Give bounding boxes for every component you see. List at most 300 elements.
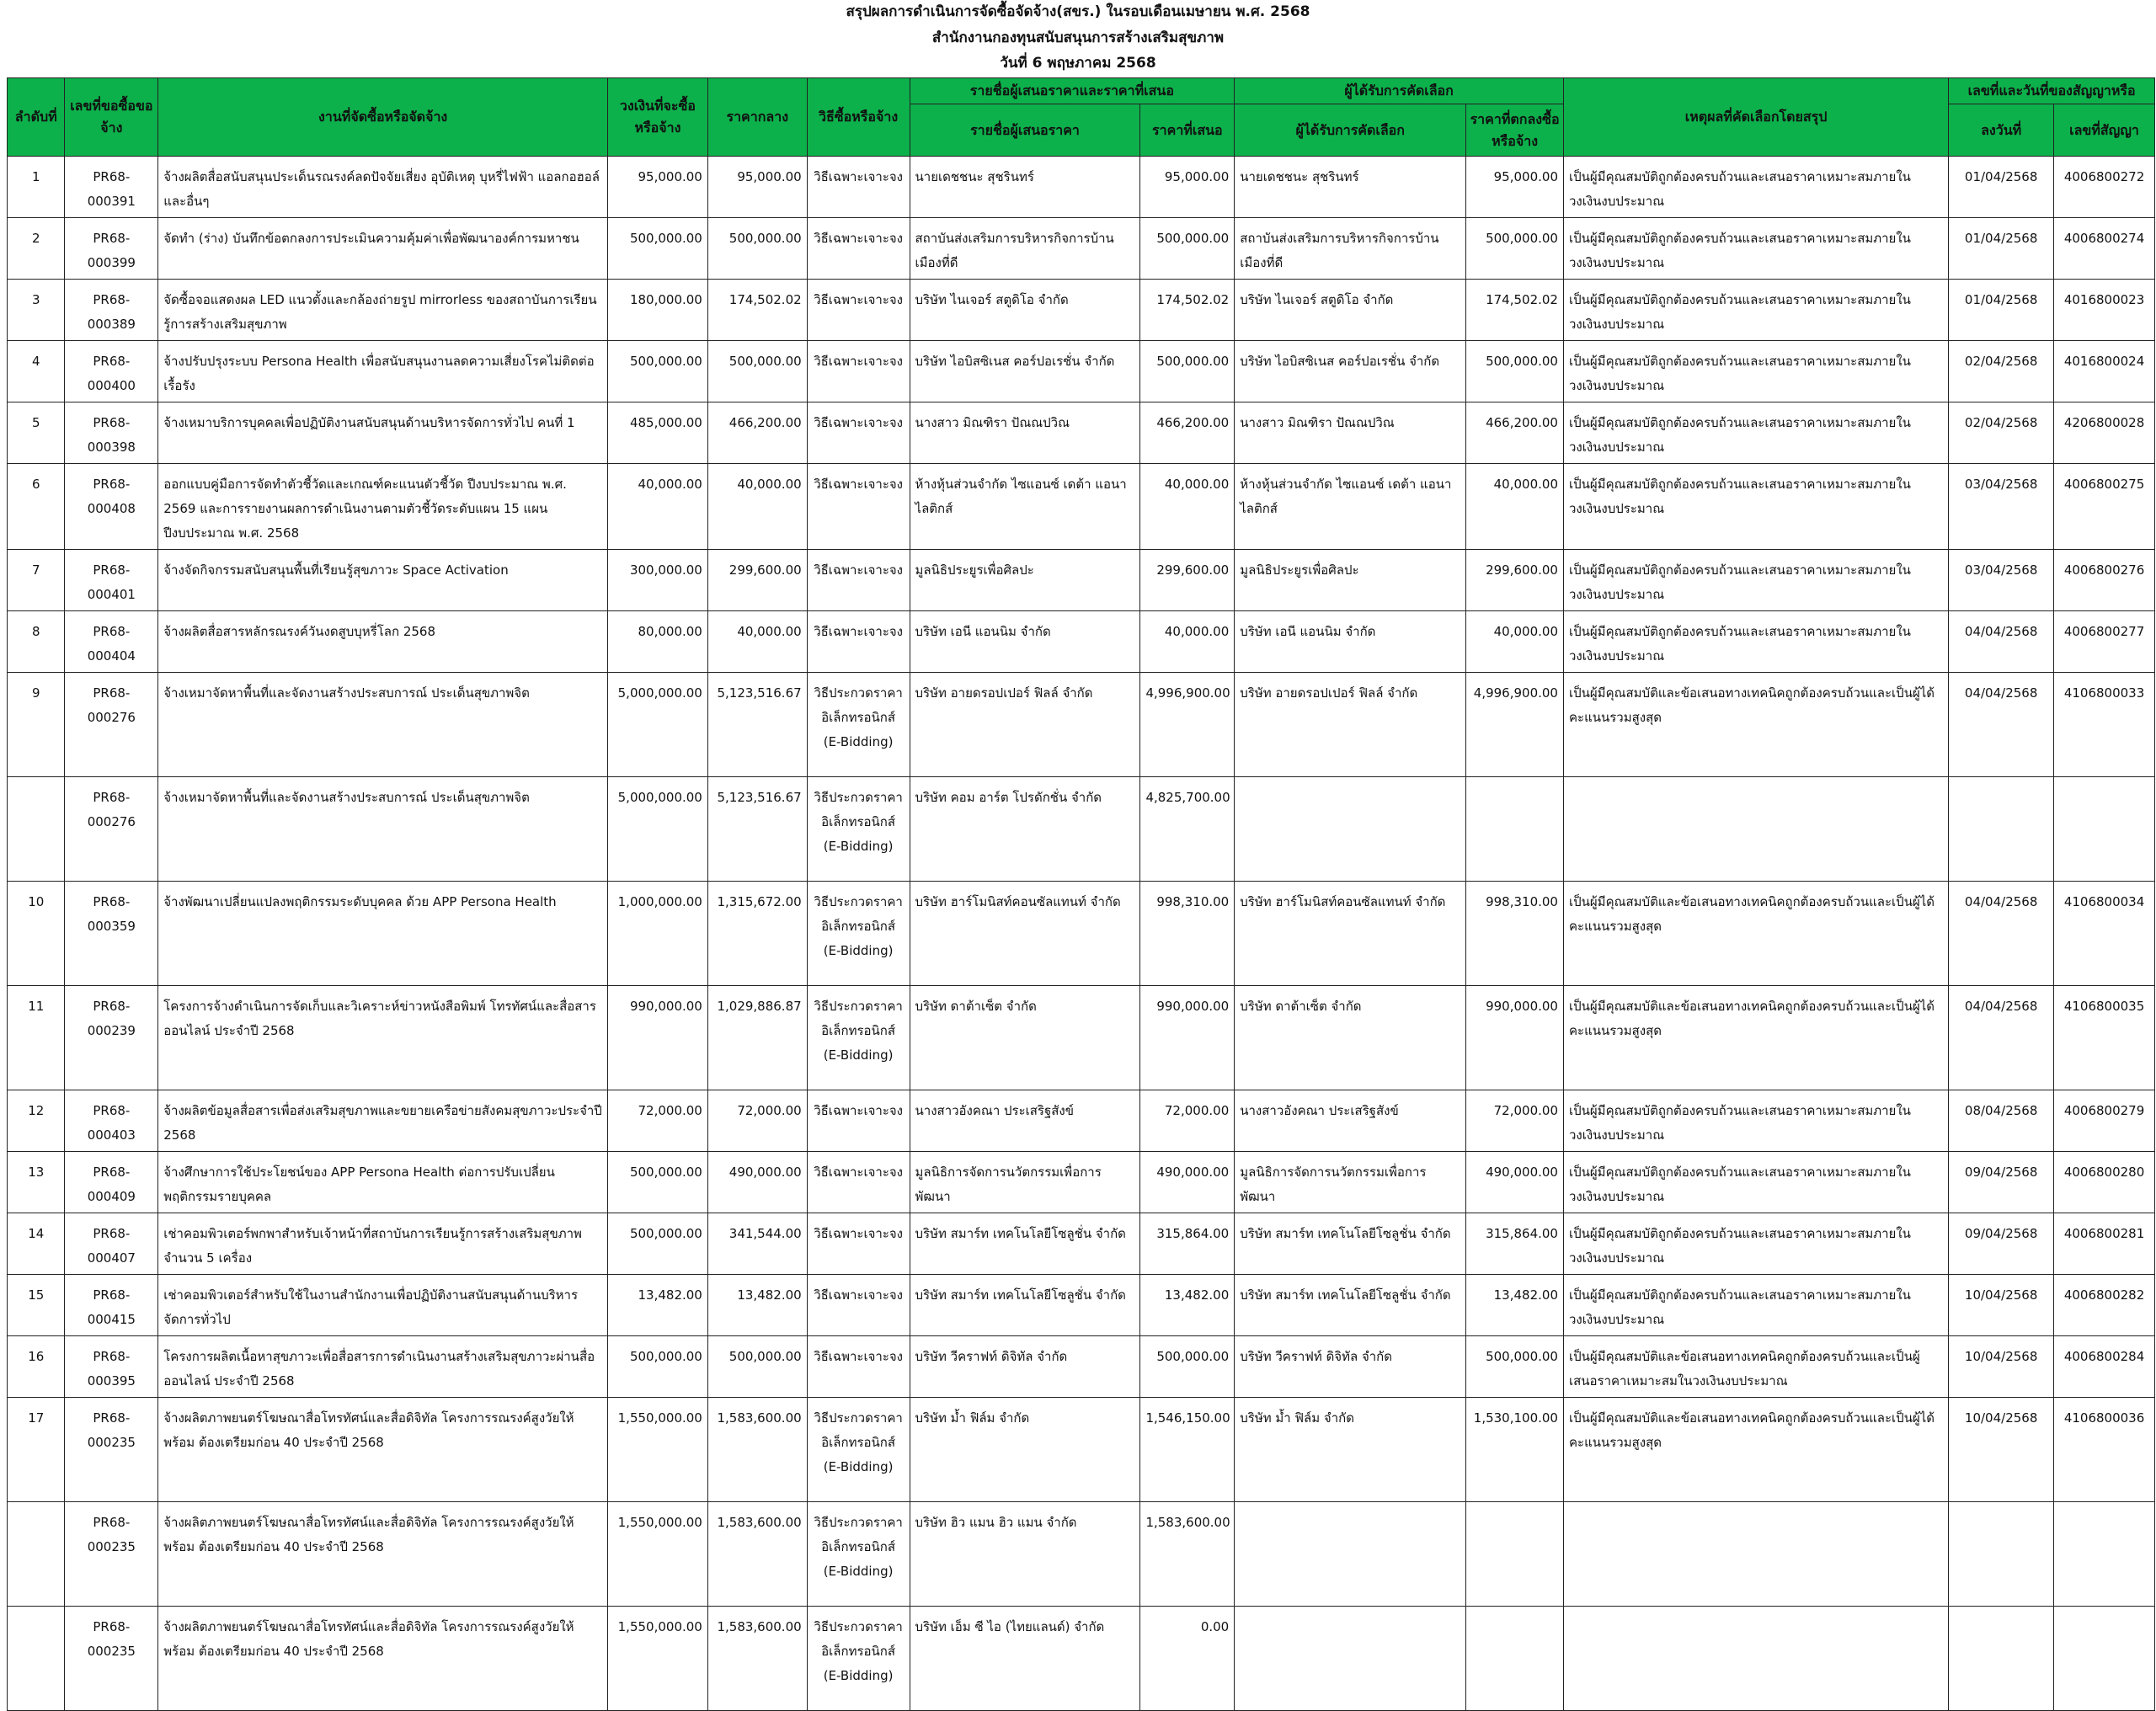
cell-reason-text: เป็นผู้มีคุณสมบัติถูกต้องครบถ้วนและเสนอราคาเหมาะสมภายในวงเงินงบประมาณ <box>1568 1226 1911 1266</box>
cell-cdate <box>1949 464 2054 550</box>
cell-cno-text: 4106800033 <box>2063 685 2145 701</box>
cell-cdate-text: 10/04/2568 <box>1964 1349 2038 1364</box>
cell-bid <box>1140 1090 1235 1152</box>
cell-agreed <box>1466 1336 1564 1398</box>
cell-reason <box>1563 882 1948 986</box>
cell-selected <box>1235 402 1466 464</box>
cell-selected <box>1235 218 1466 280</box>
cell-agreed <box>1466 1090 1564 1152</box>
cell-budget <box>608 1090 708 1152</box>
cell-method <box>807 1275 910 1336</box>
cell-reason-text: เป็นผู้มีคุณสมบัติและข้อเสนอทางเทคนิคถูกต้องครบถ้วนและเป็นผู้ได้คะแนนรวมสูงสุด <box>1568 685 1935 725</box>
cell-pr-text: PR68-000409 <box>87 1165 136 1204</box>
cell-selected <box>1235 1275 1466 1336</box>
cell-agreed <box>1466 280 1564 341</box>
cell-work-text: โครงการจ้างดำเนินการจัดเก็บและวิเคราะห์ข่าวหนังสือพิมพ์ โทรทัศน์และสื่อสารออนไลน์ ประจำปี 2568 <box>163 999 596 1038</box>
cell-no-text <box>8 777 64 789</box>
cell-cno <box>2054 673 2155 777</box>
cell-bidder <box>910 1213 1140 1275</box>
cell-cno <box>2054 1502 2155 1607</box>
cell-budget-text: 500,000.00 <box>629 1349 702 1364</box>
cell-median-text: 95,000.00 <box>737 169 802 184</box>
cell-bid-text: 500,000.00 <box>1156 231 1230 246</box>
cell-work <box>158 1152 608 1213</box>
cell-no <box>8 464 65 550</box>
cell-reason-text: เป็นผู้มีคุณสมบัติและข้อเสนอทางเทคนิคถูกต้องครบถ้วนและเป็นผู้ได้คะแนนรวมสูงสุด <box>1568 1410 1935 1450</box>
cell-bid-text: 174,502.02 <box>1156 292 1230 307</box>
cell-work <box>158 1502 608 1607</box>
cell-pr-text: PR68-000404 <box>87 624 136 664</box>
cell-method-text: วิธีประกวดราคาอิเล็กทรอนิกส์ (E-Bidding) <box>814 790 903 854</box>
cell-budget-text: 1,550,000.00 <box>617 1410 702 1426</box>
cell-median-text: 466,200.00 <box>728 415 802 430</box>
cell-method <box>807 611 910 673</box>
cell-agreed-text: 500,000.00 <box>1486 231 1558 246</box>
cell-no-text: 8 <box>31 624 40 639</box>
cell-method-text: วิธีประกวดราคาอิเล็กทรอนิกส์ (E-Bidding) <box>814 1515 903 1579</box>
cell-selected-text <box>1235 777 1465 789</box>
table-row <box>8 1090 2155 1152</box>
cell-bid <box>1140 1213 1235 1275</box>
cell-cno <box>2054 611 2155 673</box>
cell-budget <box>608 1398 708 1502</box>
cell-bidder <box>910 280 1140 341</box>
cell-cdate <box>1949 280 2054 341</box>
cell-bid-text: 990,000.00 <box>1156 999 1230 1014</box>
cell-selected-text: บริษัท เอนี แอนนิม จำกัด <box>1240 624 1376 639</box>
cell-pr-text: PR68-000399 <box>87 231 136 270</box>
cell-selected-text: บริษัท สมาร์ท เทคโนโลยีโซลูชั่น จำกัด <box>1240 1226 1451 1241</box>
header-budget: วงเงินที่จะซื้อหรือจ้าง <box>608 78 708 157</box>
cell-bid-text: 1,583,600.00 <box>1145 1515 1230 1530</box>
cell-cno <box>2054 157 2155 218</box>
cell-reason <box>1563 157 1948 218</box>
cell-work <box>158 611 608 673</box>
cell-reason-text: เป็นผู้มีคุณสมบัติถูกต้องครบถ้วนและเสนอราคาเหมาะสมภายในวงเงินงบประมาณ <box>1568 1103 1911 1143</box>
cell-median <box>707 673 807 777</box>
cell-method <box>807 280 910 341</box>
cell-median-text: 490,000.00 <box>728 1165 802 1180</box>
cell-cdate <box>1949 673 2054 777</box>
header-contract-date: ลงวันที่ <box>1949 104 2054 157</box>
cell-pr-text: PR68-000398 <box>87 415 136 455</box>
cell-bidder <box>910 611 1140 673</box>
header-work: งานที่จัดซื้อหรือจัดจ้าง <box>158 78 608 157</box>
cell-pr <box>65 1607 158 1711</box>
cell-cdate-text <box>1949 1607 2053 1618</box>
cell-cno-text: 4006800276 <box>2063 562 2145 578</box>
cell-median-text: 13,482.00 <box>737 1287 802 1303</box>
cell-agreed-text: 40,000.00 <box>1493 477 1558 492</box>
cell-pr <box>65 1398 158 1502</box>
cell-method <box>807 986 910 1090</box>
cell-cno <box>2054 464 2155 550</box>
cell-bid <box>1140 882 1235 986</box>
cell-budget-text: 1,550,000.00 <box>617 1619 702 1634</box>
cell-cdate <box>1949 1398 2054 1502</box>
cell-work <box>158 1090 608 1152</box>
header-selected-name: ผู้ได้รับการคัดเลือก <box>1235 104 1466 157</box>
cell-method-text: วิธีเฉพาะเจาะจง <box>814 415 903 430</box>
cell-work <box>158 1336 608 1398</box>
cell-no-text: 14 <box>28 1226 45 1241</box>
cell-selected <box>1235 882 1466 986</box>
cell-method <box>807 1213 910 1275</box>
cell-budget-text: 485,000.00 <box>629 415 702 430</box>
table-row <box>8 777 2155 882</box>
cell-work <box>158 1275 608 1336</box>
cell-pr <box>65 882 158 986</box>
cell-cno-text: 4006800277 <box>2063 624 2145 639</box>
cell-method-text: วิธีเฉพาะเจาะจง <box>814 1349 903 1364</box>
cell-reason-text: เป็นผู้มีคุณสมบัติถูกต้องครบถ้วนและเสนอราคาเหมาะสมภายในวงเงินงบประมาณ <box>1568 624 1911 664</box>
cell-median-text: 1,583,600.00 <box>717 1515 802 1530</box>
cell-agreed <box>1466 1607 1564 1711</box>
cell-selected-text: มูลนิธิการจัดการนวัตกรรมเพื่อการพัฒนา <box>1240 1165 1427 1204</box>
cell-work-text: จ้างผลิตสื่อสารหลักรณรงค์วันงดสูบบุหรี่โลก 2568 <box>163 624 436 639</box>
cell-reason <box>1563 673 1948 777</box>
cell-budget-text: 40,000.00 <box>638 477 702 492</box>
cell-selected-text: สถาบันส่งเสริมการบริหารกิจการบ้านเมืองที่ดี <box>1240 231 1439 270</box>
cell-bid <box>1140 1398 1235 1502</box>
cell-agreed <box>1466 1152 1564 1213</box>
cell-pr <box>65 986 158 1090</box>
cell-bidder <box>910 218 1140 280</box>
cell-method-text: วิธีเฉพาะเจาะจง <box>814 562 903 578</box>
cell-work-text: จ้างผลิตข้อมูลสื่อสารเพื่อส่งเสริมสุขภาพและขยายเครือข่ายสังคมสุขภาวะประจำปี 2568 <box>163 1103 602 1143</box>
cell-cdate <box>1949 1152 2054 1213</box>
cell-cno <box>2054 218 2155 280</box>
cell-bidder-text: บริษัท ฮิว แมน ฮิว แมน จำกัด <box>915 1515 1077 1530</box>
cell-work <box>158 280 608 341</box>
cell-no-text: 6 <box>31 477 40 492</box>
cell-selected-text: บริษัท ดาต้าเซ็ต จำกัด <box>1240 999 1362 1014</box>
cell-agreed <box>1466 986 1564 1090</box>
cell-agreed-text <box>1466 1607 1563 1618</box>
cell-agreed <box>1466 673 1564 777</box>
cell-budget-text: 5,000,000.00 <box>617 685 702 701</box>
cell-work-text: จ้างพัฒนาเปลี่ยนแปลงพฤติกรรมระดับบุคคล ด้วย APP Persona Health <box>163 894 557 909</box>
cell-bidder <box>910 1502 1140 1607</box>
cell-selected <box>1235 777 1466 882</box>
cell-bidder-text: บริษัท ดาต้าเซ็ต จำกัด <box>915 999 1037 1014</box>
cell-work-text: จ้างผลิตภาพยนตร์โฆษณาสื่อโทรทัศน์และสื่อดิจิทัล โครงการรณรงค์สูงวัยให้พร้อม ต้องเตรียมก่อน 40 ประจำปี 2568 <box>163 1410 574 1450</box>
cell-cdate-text: 08/04/2568 <box>1964 1103 2038 1118</box>
cell-agreed <box>1466 777 1564 882</box>
cell-pr-text: PR68-000235 <box>87 1619 136 1659</box>
cell-median-text: 500,000.00 <box>728 1349 802 1364</box>
cell-median-text: 72,000.00 <box>737 1103 802 1118</box>
cell-no-text <box>8 1607 64 1618</box>
cell-bidder <box>910 986 1140 1090</box>
table-row <box>8 986 2155 1090</box>
cell-median <box>707 611 807 673</box>
cell-method-text: วิธีเฉพาะเจาะจง <box>814 231 903 246</box>
cell-reason <box>1563 1213 1948 1275</box>
cell-selected-text: บริษัท สมาร์ท เทคโนโลยีโซลูชั่น จำกัด <box>1240 1287 1451 1303</box>
cell-selected-text: ห้างหุ้นส่วนจำกัด ไซแอนซ์ เดต้า แอนาไลติกส์ <box>1240 477 1452 516</box>
cell-selected <box>1235 1213 1466 1275</box>
cell-agreed <box>1466 1398 1564 1502</box>
cell-work-text: จ้างผลิตภาพยนตร์โฆษณาสื่อโทรทัศน์และสื่อดิจิทัล โครงการรณรงค์สูงวัยให้พร้อม ต้องเตรียมก่อน 40 ประจำปี 2568 <box>163 1515 574 1554</box>
cell-cno <box>2054 1336 2155 1398</box>
cell-agreed-text: 40,000.00 <box>1493 624 1558 639</box>
cell-bidder-text: บริษัท ไนเจอร์ สตูดิโอ จำกัด <box>915 292 1069 307</box>
cell-median <box>707 157 807 218</box>
cell-cno-text: 4006800281 <box>2063 1226 2145 1241</box>
cell-bid <box>1140 341 1235 402</box>
cell-cdate-text: 04/04/2568 <box>1964 999 2038 1014</box>
cell-pr-text: PR68-000235 <box>87 1515 136 1554</box>
cell-method-text: วิธีประกวดราคาอิเล็กทรอนิกส์ (E-Bidding) <box>814 1619 903 1683</box>
cell-no <box>8 1398 65 1502</box>
cell-method <box>807 1090 910 1152</box>
cell-no <box>8 1607 65 1711</box>
cell-bidder <box>910 777 1140 882</box>
cell-no <box>8 673 65 777</box>
cell-agreed-text: 13,482.00 <box>1493 1287 1558 1303</box>
cell-reason-text: เป็นผู้มีคุณสมบัติถูกต้องครบถ้วนและเสนอราคาเหมาะสมภายในวงเงินงบประมาณ <box>1568 169 1911 209</box>
cell-selected-text: บริษัท ม้ำ ฟิล์ม จำกัด <box>1240 1410 1354 1426</box>
cell-cdate <box>1949 986 2054 1090</box>
cell-no-text: 2 <box>31 231 40 246</box>
cell-reason-text: เป็นผู้มีคุณสมบัติและข้อเสนอทางเทคนิคถูกต้องครบถ้วนและเป็นผู้ได้คะแนนรวมสูงสุด <box>1568 999 1935 1038</box>
cell-budget <box>608 550 708 611</box>
cell-method <box>807 1502 910 1607</box>
cell-bid-text: 72,000.00 <box>1164 1103 1230 1118</box>
cell-selected <box>1235 550 1466 611</box>
cell-cdate-text: 03/04/2568 <box>1964 477 2038 492</box>
cell-agreed-text: 500,000.00 <box>1486 354 1558 369</box>
cell-work-text: โครงการผลิตเนื้อหาสุขภาวะเพื่อสื่อสารการดำเนินงานสร้างเสริมสุขภาวะผ่านสื่อออนไลน์ ประจำปี 2568 <box>163 1349 595 1389</box>
cell-cdate <box>1949 402 2054 464</box>
header-selected-group: ผู้ได้รับการคัดเลือก <box>1235 78 1564 104</box>
cell-reason-text: เป็นผู้มีคุณสมบัติถูกต้องครบถ้วนและเสนอราคาเหมาะสมภายในวงเงินงบประมาณ <box>1568 231 1911 270</box>
cell-cno <box>2054 1607 2155 1711</box>
cell-pr-text: PR68-000239 <box>87 999 136 1038</box>
cell-agreed-text: 299,600.00 <box>1486 562 1558 578</box>
cell-median-text: 1,583,600.00 <box>717 1410 802 1426</box>
cell-budget <box>608 280 708 341</box>
cell-bid-text: 1,546,150.00 <box>1145 1410 1230 1426</box>
cell-reason <box>1563 986 1948 1090</box>
cell-reason-text: เป็นผู้มีคุณสมบัติและข้อเสนอทางเทคนิคถูกต้องครบถ้วนและเป็นผู้เสนอราคาเหมาะสมในวงเงินงบประมาณ <box>1568 1349 1920 1389</box>
header-contract-no: เลขที่สัญญา <box>2054 104 2155 157</box>
cell-cdate <box>1949 550 2054 611</box>
cell-cdate <box>1949 1502 2054 1607</box>
cell-budget-text: 500,000.00 <box>629 1165 702 1180</box>
cell-bidder-text: บริษัท เอ็ม ซี ไอ (ไทยแลนด์) จำกัด <box>915 1619 1105 1634</box>
cell-median-text: 174,502.02 <box>728 292 802 307</box>
cell-median-text: 40,000.00 <box>737 477 802 492</box>
cell-budget-text: 1,550,000.00 <box>617 1515 702 1530</box>
cell-bid <box>1140 1336 1235 1398</box>
cell-median-text: 500,000.00 <box>728 354 802 369</box>
cell-no-text: 11 <box>28 999 45 1014</box>
cell-agreed <box>1466 218 1564 280</box>
cell-no <box>8 280 65 341</box>
table-row <box>8 882 2155 986</box>
cell-work <box>158 673 608 777</box>
cell-agreed-text: 72,000.00 <box>1493 1103 1558 1118</box>
cell-work-text: จ้างศึกษาการใช้ประโยชน์ของ APP Persona Health ต่อการปรับเปลี่ยนพฤติกรรมรายบุคคล <box>163 1165 555 1204</box>
cell-bidder <box>910 464 1140 550</box>
cell-pr-text: PR68-000276 <box>87 790 136 829</box>
cell-budget-text: 500,000.00 <box>629 1226 702 1241</box>
cell-bidder <box>910 1607 1140 1711</box>
cell-budget <box>608 1502 708 1607</box>
cell-median-text: 1,029,886.87 <box>717 999 802 1014</box>
report-date: วันที่ 6 พฤษภาคม 2568 <box>1000 55 1156 72</box>
cell-selected-text: บริษัท ไอบิสซิเนส คอร์ปอเรชั่น จำกัด <box>1240 354 1440 369</box>
cell-cdate <box>1949 1336 2054 1398</box>
cell-bid-text: 40,000.00 <box>1164 477 1230 492</box>
cell-budget <box>608 673 708 777</box>
cell-reason <box>1563 280 1948 341</box>
cell-no <box>8 777 65 882</box>
cell-agreed <box>1466 157 1564 218</box>
cell-pr <box>65 464 158 550</box>
cell-no-text: 13 <box>28 1165 45 1180</box>
cell-pr <box>65 673 158 777</box>
cell-method-text: วิธีประกวดราคาอิเล็กทรอนิกส์ (E-Bidding) <box>814 999 903 1063</box>
cell-bid <box>1140 550 1235 611</box>
cell-work <box>158 550 608 611</box>
cell-reason-text: เป็นผู้มีคุณสมบัติถูกต้องครบถ้วนและเสนอราคาเหมาะสมภายในวงเงินงบประมาณ <box>1568 292 1911 332</box>
header-pr: เลขที่ขอซื้อขอจ้าง <box>65 78 158 157</box>
cell-work-text: จ้างผลิตสื่อสนับสนุนประเด็นรณรงค์ลดปัจจัยเสี่ยง อุบัติเหตุ บุหรี่ไฟฟ้า แอลกอฮอล์และอื่นๆ <box>163 169 600 209</box>
cell-agreed-text: 998,310.00 <box>1486 894 1558 909</box>
cell-selected-text: มูลนิธิประยูรเพื่อศิลปะ <box>1240 562 1359 578</box>
cell-no <box>8 986 65 1090</box>
cell-cno-text: 4006800274 <box>2063 231 2145 246</box>
cell-cdate-text <box>1949 1502 2053 1514</box>
cell-work <box>158 777 608 882</box>
header-method: วิธีซื้อหรือจ้าง <box>807 78 910 157</box>
cell-pr-text: PR68-000276 <box>87 685 136 725</box>
cell-median <box>707 1502 807 1607</box>
cell-bid-text: 998,310.00 <box>1156 894 1230 909</box>
cell-bidder-text: บริษัท วีคราฟท์ ดิจิทัล จำกัด <box>915 1349 1068 1364</box>
cell-bidder-text: นายเดชชนะ สุชรินทร์ <box>915 169 1034 184</box>
cell-median <box>707 1607 807 1711</box>
table-row <box>8 1275 2155 1336</box>
report-title: สรุปผลการดำเนินการจัดซื้อจัดจ้าง(สขร.) ในรอบเดือนเมษายน พ.ศ. 2568 <box>846 3 1310 20</box>
cell-bid-text: 466,200.00 <box>1156 415 1230 430</box>
cell-work-text: จ้างเหมาจัดหาพื้นที่และจัดงานสร้างประสบการณ์ ประเด็นสุขภาพจิต <box>163 790 530 805</box>
cell-budget <box>608 1213 708 1275</box>
cell-no <box>8 1502 65 1607</box>
cell-no <box>8 218 65 280</box>
cell-method <box>807 1398 910 1502</box>
cell-method-text: วิธีเฉพาะเจาะจง <box>814 477 903 492</box>
cell-selected <box>1235 611 1466 673</box>
cell-budget <box>608 611 708 673</box>
cell-cdate <box>1949 1275 2054 1336</box>
cell-selected-text: นางสาวอังคณา ประเสริฐสังข์ <box>1240 1103 1399 1118</box>
cell-agreed <box>1466 464 1564 550</box>
cell-no-text: 10 <box>28 894 45 909</box>
cell-selected <box>1235 157 1466 218</box>
cell-median <box>707 341 807 402</box>
table-row <box>8 1502 2155 1607</box>
table-row <box>8 464 2155 550</box>
cell-bid <box>1140 1502 1235 1607</box>
cell-cdate-text: 02/04/2568 <box>1964 415 2038 430</box>
cell-work <box>158 464 608 550</box>
table-row <box>8 1152 2155 1213</box>
cell-work-text: จ้างเหมาจัดหาพื้นที่และจัดงานสร้างประสบการณ์ ประเด็นสุขภาพจิต <box>163 685 530 701</box>
cell-no <box>8 1336 65 1398</box>
cell-budget-text: 13,482.00 <box>638 1287 702 1303</box>
cell-selected-text <box>1235 1607 1465 1618</box>
cell-bid-text: 500,000.00 <box>1156 354 1230 369</box>
cell-pr-text: PR68-000400 <box>87 354 136 393</box>
cell-no <box>8 157 65 218</box>
cell-selected-text: บริษัท ไนเจอร์ สตูดิโอ จำกัด <box>1240 292 1394 307</box>
cell-work <box>158 402 608 464</box>
cell-cno <box>2054 1398 2155 1502</box>
cell-bid <box>1140 1275 1235 1336</box>
cell-median <box>707 1152 807 1213</box>
cell-cdate-text <box>1949 777 2053 789</box>
cell-work-text: จัดทำ (ร่าง) บันทึกข้อตกลงการประเมินความคุ้มค่าเพื่อพัฒนาองค์การมหาชน <box>163 231 579 246</box>
cell-budget-text: 5,000,000.00 <box>617 790 702 805</box>
cell-bid <box>1140 1152 1235 1213</box>
cell-median <box>707 1213 807 1275</box>
cell-bid <box>1140 986 1235 1090</box>
cell-agreed <box>1466 611 1564 673</box>
cell-selected-text: บริษัท อายดรอปเปอร์ ฟิลล์ จำกัด <box>1240 685 1418 701</box>
cell-method <box>807 341 910 402</box>
cell-pr <box>65 1090 158 1152</box>
cell-cno-text: 4106800035 <box>2063 999 2145 1014</box>
cell-selected-text: นางสาว มิณฑิรา ปัณณปวิณ <box>1240 415 1395 430</box>
cell-cno-text <box>2054 777 2154 789</box>
cell-agreed <box>1466 1502 1564 1607</box>
cell-bidder-text: นางสาวอังคณา ประเสริฐสังข์ <box>915 1103 1074 1118</box>
cell-bidder <box>910 1090 1140 1152</box>
cell-pr <box>65 1213 158 1275</box>
cell-budget-text: 1,000,000.00 <box>617 894 702 909</box>
cell-cno <box>2054 341 2155 402</box>
cell-method <box>807 218 910 280</box>
header-no: ลำดับที่ <box>8 78 65 157</box>
cell-reason <box>1563 1090 1948 1152</box>
cell-budget <box>608 341 708 402</box>
cell-reason-text: เป็นผู้มีคุณสมบัติถูกต้องครบถ้วนและเสนอราคาเหมาะสมภายในวงเงินงบประมาณ <box>1568 562 1911 602</box>
cell-no <box>8 882 65 986</box>
cell-bidder <box>910 402 1140 464</box>
cell-agreed-text: 4,996,900.00 <box>1473 685 1558 701</box>
cell-no <box>8 611 65 673</box>
cell-method-text: วิธีเฉพาะเจาะจง <box>814 354 903 369</box>
cell-budget-text: 990,000.00 <box>629 999 702 1014</box>
cell-selected <box>1235 1336 1466 1398</box>
table-row <box>8 341 2155 402</box>
cell-cdate-text: 09/04/2568 <box>1964 1226 2038 1241</box>
cell-bid-text: 40,000.00 <box>1164 624 1230 639</box>
cell-bidder-text: บริษัท สมาร์ท เทคโนโลยีโซลูชั่น จำกัด <box>915 1287 1126 1303</box>
cell-method <box>807 402 910 464</box>
cell-pr <box>65 777 158 882</box>
cell-reason-text <box>1564 1502 1948 1514</box>
cell-selected <box>1235 673 1466 777</box>
cell-median-text: 40,000.00 <box>737 624 802 639</box>
cell-budget <box>608 1607 708 1711</box>
table-row <box>8 550 2155 611</box>
table-row <box>8 218 2155 280</box>
